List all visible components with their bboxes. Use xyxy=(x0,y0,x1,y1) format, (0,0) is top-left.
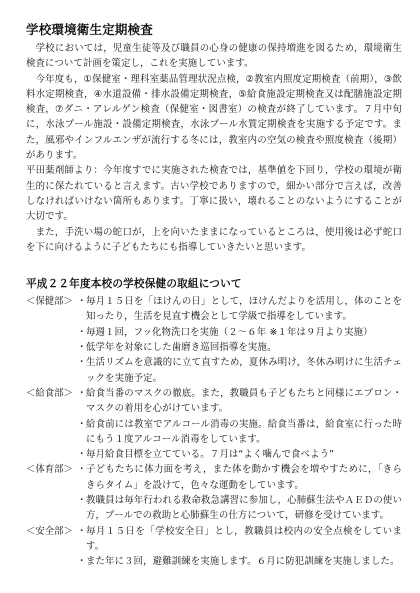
list-item xyxy=(77,386,402,417)
section-title: 平成２２年度本校の学校保健の取組について xyxy=(26,278,242,291)
bullet-dot: ・ xyxy=(77,342,87,354)
list-item xyxy=(77,524,402,555)
paragraph-pharmacist-note: 平田薬剤師より：今年度すでに実施された検査では，基準値を下回り，学校の環境が衛生的に保たれていると言えます。古い学校でありますので，細かい部分で言えば，改善しなければいけない箇所もあります。丁寧に扱い，壊れることのないようにすることが大切です。 xyxy=(26,165,402,223)
department-safety xyxy=(26,524,402,570)
health-program-section xyxy=(26,276,402,569)
list-item xyxy=(77,355,402,386)
list-item-text: 毎月１５日を「ほけんの日」として，ほけんだよりを活用し，体のことを知ったり，生活を見直す機会として学級で指導をしています。 xyxy=(86,296,402,323)
bullet-dot: ・ xyxy=(77,464,87,476)
department-items xyxy=(77,294,402,386)
list-item xyxy=(77,340,402,355)
list-item xyxy=(77,417,402,448)
bullet-dot: ・ xyxy=(77,418,87,430)
bullet-dot: ・ xyxy=(77,556,87,568)
list-item-text: 毎週１回，フッ化物洗口を実施（２～６年 ※１年は９月より実施） xyxy=(86,326,373,338)
department-label: ＜安全部＞ xyxy=(26,525,73,537)
department-health xyxy=(26,294,402,386)
inspection-section xyxy=(26,41,402,255)
department-pe xyxy=(26,462,402,523)
list-item-text: 低学年を対象にした歯磨き巡回指導を実施。 xyxy=(86,342,277,354)
list-item-text: 教職員は毎年行われる救命救急講習に参加し，心肺蘇生法やＡＥＤの使い方，プールでの救助と心肺蘇生の仕方について，研修を受けています。 xyxy=(86,495,402,522)
bullet-dot: ・ xyxy=(77,296,87,308)
paragraph-intro: 学校においては，児童生徒等及び職員の心身の健康の保持増進を図るため，環境衛生検査について計画を策定し，これを実施しています。 xyxy=(26,43,402,70)
paragraph-this-year: 今年度も，①保健室・理科室薬品管理状況点検，②教室内照度定期検査（前期），③飲料水定期検査，④水道設備・排水設備定期検査，⑤給食施設定期検査又は配膳施設定期検査，⑦ダニ・アレルゲン検査（保健室・図書室）の検査が終了しています。７月中旬に，水泳プール施設・設備定期検査，水泳プール水質定期検査を実施する予定です。また，風邪やインフルエンザが流行する冬には，教室内の空気の検査や照度検査（後期）があります。 xyxy=(26,73,402,162)
bullet-dot: ・ xyxy=(77,495,87,507)
bullet-dot: ・ xyxy=(77,525,87,537)
list-item-text: また年に３回，避難訓練を実施します。６月に防犯訓練を実施しました。 xyxy=(86,556,400,568)
paragraph-faucet-note: また，手洗い場の蛇口が，上を向いたままになっているところは，使用後は必ず蛇口を下に向けるように子どもたちにも指導していきたいと思います。 xyxy=(26,226,402,253)
list-item xyxy=(77,447,402,462)
bullet-dot: ・ xyxy=(77,387,87,399)
department-label: ＜体育部＞ xyxy=(26,464,73,476)
section-gap xyxy=(26,255,402,276)
list-item-text: 給食当番のマスクの徹底。また，教職員も子どもたちと同様にエプロン・マスクの着用を心がけています。 xyxy=(86,387,402,415)
list-item xyxy=(77,462,402,493)
list-item xyxy=(77,325,402,340)
department-items xyxy=(77,386,402,462)
list-item-text: 毎月１５日を「学校安全日」とし，教職員は校内の安全点検をしています。 xyxy=(86,525,402,552)
list-item xyxy=(77,493,402,524)
bullet-dot: ・ xyxy=(77,326,87,338)
document-title: 学校環境衛生定期検査 xyxy=(26,22,154,37)
list-item-text: 生活リズムを意識的に立て直すため，夏休み明け，冬休み明けに生活チェックを実施予定。 xyxy=(86,357,402,384)
list-item-text: 給食前には教室でアルコール消毒の実施。給食当番は，給食室に行った時にもう１度アルコール消毒をしています。 xyxy=(86,418,402,445)
department-items xyxy=(77,524,402,570)
list-item xyxy=(77,554,402,569)
department-lunch xyxy=(26,386,402,462)
list-item xyxy=(77,294,402,325)
department-label: ＜給食部＞ xyxy=(26,387,73,399)
list-item-text: 子どもたちに体力面を考え，また体を動かす機会を増やすために，「きらきらタイム」を設けて，色々な運動をしています。 xyxy=(86,464,402,491)
department-label: ＜保健部＞ xyxy=(26,296,73,308)
bullet-dot: ・ xyxy=(77,357,87,369)
department-items xyxy=(77,462,402,523)
list-item-text: 毎月給食目標を立てている。７月は“よく噛んで食べよう” xyxy=(86,449,335,461)
bullet-dot: ・ xyxy=(77,449,87,461)
